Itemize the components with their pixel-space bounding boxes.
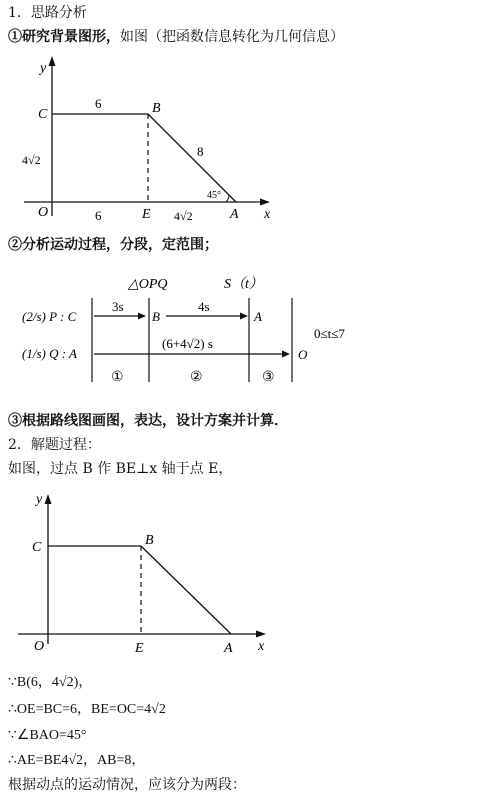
angle-label: 45° [207,190,221,201]
y-axis-label: y [36,492,43,507]
solution-line-5: 根据动点的运动情况，应该分为两段： [8,777,246,793]
point-b-label: B [152,101,161,116]
step1-description: 如图（把函数信息转化为几何信息） [120,29,344,45]
point-a-label: A [224,641,233,656]
point-o-label: O [38,205,49,220]
point-c-label: C [32,540,42,555]
length-ea-label: 4√2 [174,209,193,223]
length-ba-label: 8 [197,144,204,159]
p-segment1-time: 3s [112,299,124,314]
point-p-label: (2/s) P : C [22,309,77,324]
step2-title: ②分析运动过程，分段，定范围； [8,237,218,253]
solution-line-4: ∴AE=BE4√2，AB=8， [8,753,146,768]
q-arrow-head-icon [282,351,290,358]
segment-ba [148,114,236,202]
q-point-o: O [298,347,308,362]
header-area-s: S（t） [224,277,263,292]
step3-title: ③根据路线图画图，表达，设计方案并计算． [8,413,288,429]
figure2-graph [0,486,300,656]
p-point-b: B [152,309,160,324]
p-point-a: A [254,309,262,324]
p-segment2-time: 4s [198,299,210,314]
solution-line-1: ∵B(6，4√2)， [8,675,93,690]
y-axis-arrow-icon [45,494,52,504]
x-axis-arrow-icon [256,631,266,638]
q-segment-time: (6+4√2) s [162,336,213,351]
motion-timeline-diagram [0,266,400,394]
case-1-marker: ① [111,370,124,385]
solution-line-3: ∵∠BAO=45° [8,728,87,743]
segment-ba [141,546,231,634]
length-cb-label: 6 [95,96,102,111]
point-o-label: O [34,639,45,654]
section1-title: 1．思路分析 [8,5,87,21]
angle-arc [226,195,229,202]
y-axis-label: y [40,61,47,76]
solution-line-2: ∴OE=BC=6，BE=OC=4√2 [8,702,166,717]
length-oe-label: 6 [95,208,102,223]
x-axis-label: x [258,639,265,654]
step1-line [8,28,344,46]
point-e-label: E [135,641,144,656]
solution-intro: 如图，过点 B 作 BE⊥x 轴于点 E， [8,461,233,477]
point-a-label: A [230,207,239,222]
x-axis-label: x [264,207,271,222]
point-b-label: B [145,533,154,548]
x-axis-arrow-icon [260,199,270,206]
p-arrow-head-2-icon [240,313,248,320]
p-arrow-head-icon [138,313,146,320]
time-range: 0≤t≤7 [314,326,345,341]
point-q-label: (1/s) Q : A [22,346,78,361]
case-3-marker: ③ [262,370,275,385]
section2-title: 2．解题过程： [8,437,101,453]
y-axis-arrow-icon [49,56,56,66]
figure1-graph [0,52,300,230]
point-e-label: E [142,207,151,222]
case-2-marker: ② [190,370,203,385]
step1-title: ①研究背景图形， [8,29,120,45]
header-triangle-opq: △OPQ [128,277,168,292]
point-c-label: C [38,107,48,122]
length-co-label: 4√2 [22,153,41,167]
